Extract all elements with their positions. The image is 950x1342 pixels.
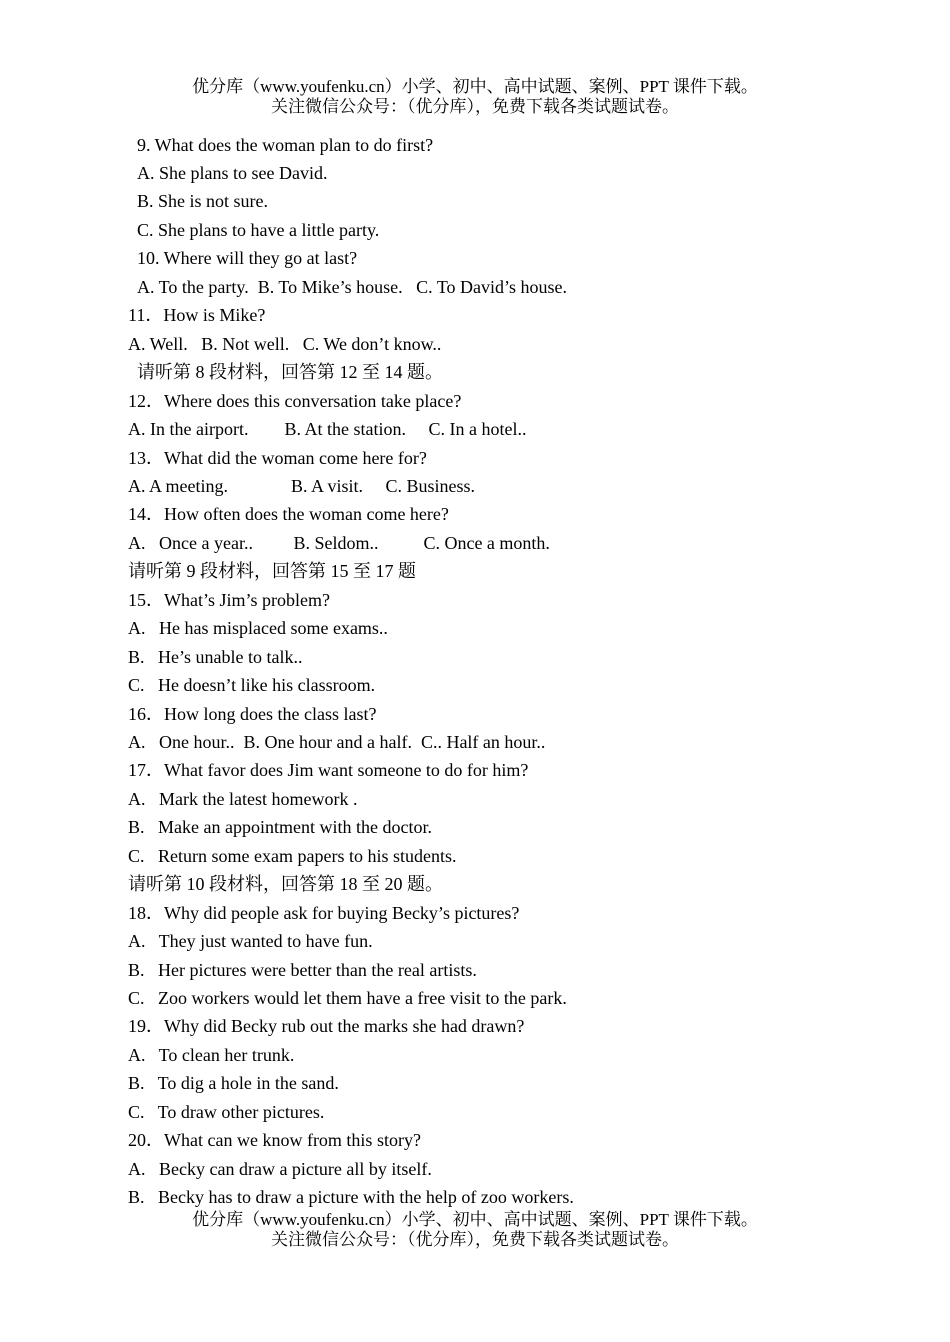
question-16: 16．How long does the class last? [128,704,377,724]
header-line-2: 关注微信公众号：（优分库），免费下载各类试题试卷。 [271,97,679,116]
page-footer [0,1210,950,1250]
option-19c: C. To draw other pictures. [128,1102,325,1122]
option-15b: B. He’s unable to talk.. [128,647,303,667]
option-19b: B. To dig a hole in the sand. [128,1073,339,1093]
header-line-1: 优分库（www.youfenku.cn）小学、初中、高中试题、案例、PPT 课件下载。 [192,77,758,96]
question-17: 17．What favor does Jim want someone to do for him? [128,760,529,780]
options-13: A. A meeting. B. A visit. C. Business. [128,476,476,496]
option-17c: C. Return some exam papers to his students. [128,846,457,866]
option-15a: A. He has misplaced some exams.. [128,618,388,638]
options-10: A. To the party. B. To Mike’s house. C. To David’s house. [137,277,568,297]
options-12: A. In the airport. B. At the station. C. In a hotel.. [128,419,527,439]
option-20b: B. Becky has to draw a picture with the help of zoo workers. [128,1187,574,1207]
question-18: 18．Why did people ask for buying Becky’s pictures? [128,903,520,923]
options-11: A. Well. B. Not well. C. We don’t know.. [128,334,442,354]
footer-line-1: 优分库（www.youfenku.cn）小学、初中、高中试题、案例、PPT 课件下载。 [192,1210,758,1229]
option-9c: C. She plans to have a little party. [137,220,380,240]
option-19a: A. To clean her trunk. [128,1045,295,1065]
option-9b: B. She is not sure. [137,191,269,211]
option-20a: A. Becky can draw a picture all by itself. [128,1159,432,1179]
section-8-instruction: 请听第 8 段材料，回答第 12 至 14 题。 [137,362,443,382]
section-9-instruction: 请听第 9 段材料，回答第 15 至 17 题 [128,561,416,581]
options-16: A. One hour.. B. One hour and a half. C.. Half an hour.. [128,732,546,752]
option-15c: C. He doesn’t like his classroom. [128,675,376,695]
question-19: 19．Why did Becky rub out the marks she had drawn? [128,1016,525,1036]
question-15: 15．What’s Jim’s problem? [128,590,330,610]
question-14: 14．How often does the woman come here? [128,504,449,524]
options-14: A. Once a year.. B. Seldom.. C. Once a month. [128,533,550,553]
question-20: 20．What can we know from this story? [128,1130,421,1150]
option-18b: B. Her pictures were better than the real artists. [128,960,477,980]
option-18c: C. Zoo workers would let them have a free visit to the park. [128,988,567,1008]
footer-line-2: 关注微信公众号：（优分库），免费下载各类试题试卷。 [271,1230,679,1249]
option-9a: A. She plans to see David. [137,163,328,183]
option-17b: B. Make an appointment with the doctor. [128,817,432,837]
option-18a: A. They just wanted to have fun. [128,931,373,951]
question-11: 11．How is Mike? [128,305,266,325]
page-header [0,77,950,117]
option-17a: A. Mark the latest homework . [128,789,358,809]
question-13: 13．What did the woman come here for? [128,448,427,468]
section-10-instruction: 请听第 10 段材料，回答第 18 至 20 题。 [128,874,443,894]
question-12: 12．Where does this conversation take place? [128,391,462,411]
question-9: 9. What does the woman plan to do first? [137,135,434,155]
question-10: 10. Where will they go at last? [137,248,358,268]
